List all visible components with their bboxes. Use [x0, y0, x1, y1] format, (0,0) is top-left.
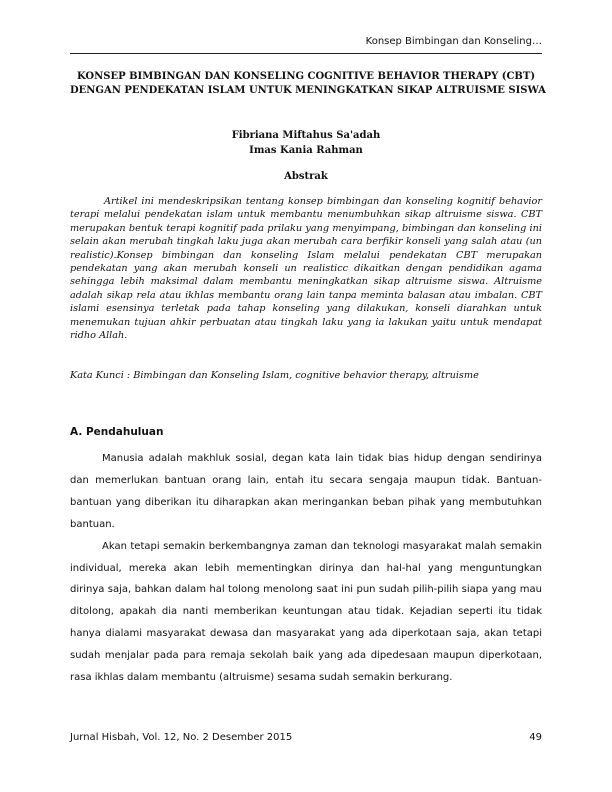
abstract-body: Artikel ini mendeskripsikan tentang konsep bimbingan dan konseling kognitif behavior terapi melalui pendekatan islam untuk membantu menumbuhkan sikap altruisme siswa. CBT merupakan bentuk terapi kognitif pada prilaku yang menyimpang, bimbingan dan konseling ini selain akan merubah tingkah laku juga akan merubah cara berfikir konseli yang salah atau (un realistic).Konsep bimbingan dan konseling Islam melalui pendekatan CBT merupakan pendekatan yang akan merubah konseli un realisticc dikaitkan dengan pendidikan agama sehingga lebih maksimal dalam membantu meningkatkan sikap altruisme siswa. Altruisme adalah sikap rela atau ikhlas membantu orang lain tanpa meminta balasan atau imbalan. CBT islami esensinya terletak pada tahap konseling yang dilakukan, konseli diarahkan untuk menemukan tujuan ahkir perbuatan atau tingkah laku yang ia lakukan yaitu untuk mendapat ridho Allah.: [70, 196, 542, 342]
abstract-heading: Abstrak: [284, 171, 328, 182]
title-line-2: DENGAN PENDEKATAN ISLAM UNTUK MENINGKATKAN SIKAP ALTRUISME SISWA: [70, 85, 546, 96]
author-list: [70, 128, 542, 158]
body-text: [70, 448, 542, 689]
header-rule: [70, 53, 542, 54]
author-name: Imas Kania Rahman: [249, 145, 363, 156]
page-number: 49: [529, 732, 542, 743]
body-paragraph: Akan tetapi semakin berkembangnya zaman dan teknologi masyarakat malah semakin individual, mereka akan lebih mementingkan dirinya dan hal-hal yang menguntungkan dirinya saja, bahkan dalam hal tolong menolong saat ini pun sudah pilih-pilih siapa yang mau ditolong, apakah dia nanti memberikan keuntungan atau tidak. Kejadian seperti itu tidak hanya dialami masyarakat dewasa dan masyarakat yang ada diperkotaan saja, akan tetapi sudah menjalar pada para remaja sekolah baik yang ada dipedesaan maupun diperkotaan, rasa ikhlas dalam membantu (altruisme) sesama sudah semakin berkurang.: [70, 540, 542, 684]
body-paragraph: Manusia adalah makhluk sosial, degan kata lain tidak bias hidup dengan sendirinya dan memerlukan bantuan orang lain, entah itu secara sengaja maupun tidak. Bantuan-bantuan yang diberikan itu diharapkan akan meringankan beban pihak yang membutuhkan bantuan.: [70, 453, 542, 530]
running-header: Konsep Bimbingan dan Konseling…: [365, 36, 542, 47]
keywords: Kata Kunci : Bimbingan dan Konseling Islam, cognitive behavior therapy, altruisme: [70, 370, 479, 381]
abstract-text: [70, 195, 542, 342]
section-heading: A. Pendahuluan: [70, 426, 164, 438]
article-title: [70, 70, 546, 98]
author-name: Fibriana Miftahus Sa'adah: [231, 130, 381, 141]
footer-journal-info: Jurnal Hisbah, Vol. 12, No. 2 Desember 2015: [70, 732, 293, 743]
title-line-1: KONSEP BIMBINGAN DAN KONSELING COGNITIVE BEHAVIOR THERAPY (CBT): [76, 71, 536, 82]
